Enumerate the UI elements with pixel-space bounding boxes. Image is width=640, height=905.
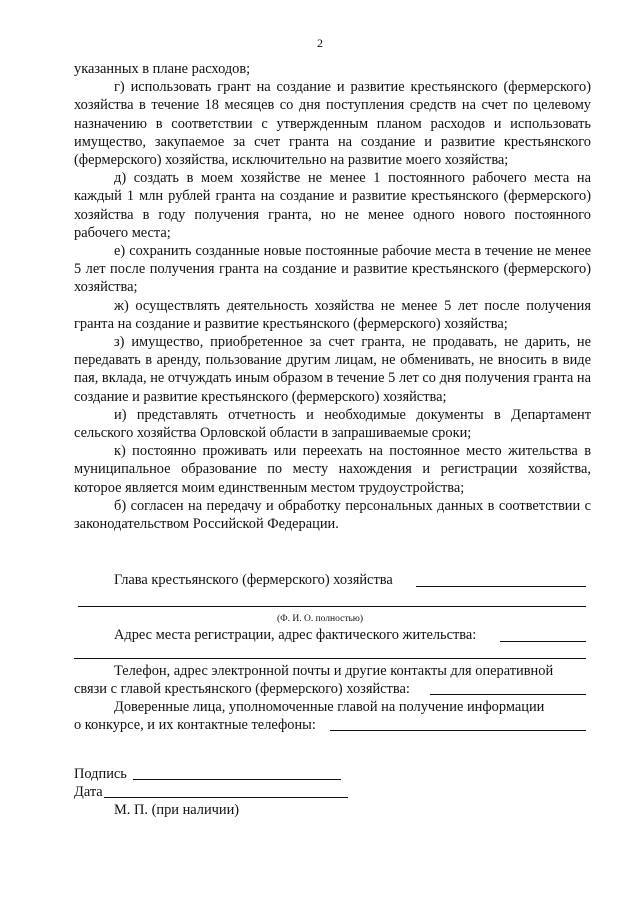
signature-label: Подпись [74,766,127,782]
trusted-label-2: о конкурсе, и их контактные телефоны: [74,717,316,733]
paragraph-i: и) представлять отчетность и необходимые документы в Департамент сельского хозяйства Орловской области в запрашиваемые сроки; [74,406,591,442]
paragraph-z: з) имущество, приобретенное за счет гранта, не продавать, не дарить, не передавать в аренду, пользование другим лицам, не обменивать, не вносить в виде пая, вклада, не отчуждать иным образом в течение 5 лет со дня получения гранта на создание и развитие крестьянского (фермерского) хозяйства; [74,334,591,405]
phone-label-1: Телефон, адрес электронной почты и другие контакты для оперативной [114,663,554,679]
head-label: Глава крестьянского (фермерского) хозяйства [114,572,393,588]
paragraph-d: д) создать в моем хозяйстве не менее 1 постоянного рабочего места на каждый 1 млн рублей гранта на создание и развитие крестьянского (фермерского) хозяйства в году получения гранта, но не менее одного нового постоянного рабочего места; [74,170,591,241]
paragraph-e: е) сохранить созданные новые постоянные рабочие места в течение не менее 5 лет после получения гранта на создание и развитие крестьянского (фермерского) хозяйства; [74,243,591,296]
date-field[interactable] [104,797,348,798]
signature-field[interactable] [133,779,341,780]
paragraph-g: г) использовать грант на создание и развитие крестьянского (фермерского) хозяйства в течение 18 месяцев со дня поступления средств на счет по целевому назначению в соответствии с утвержденным планом расходов и использовать имущество, закупаемое за счет гранта на создание и развитие крестьянского (фермерского) хозяйства, исключительно на развитие моего хозяйства; [74,79,591,169]
fio-field[interactable] [78,606,586,607]
paragraph-k: к) постоянно проживать или переехать на постоянное место жительства в муниципальное образование по месту нахождения и регистрации хозяйства, которое является моим единственным местом трудоустройства; [74,443,591,496]
trusted-field[interactable] [330,730,586,731]
fio-caption: (Ф. И. О. полностью) [276,614,364,624]
address-field-1[interactable] [500,641,586,642]
address-label: Адрес места регистрации, адрес фактического жительства: [114,627,477,643]
paragraph-zh: ж) осуществлять деятельность хозяйства не менее 5 лет после получения гранта на создание и развитие крестьянского (фермерского) хозяйства; [74,297,591,332]
phone-field[interactable] [430,694,586,695]
stamp-label: М. П. (при наличии) [114,802,240,818]
document-body [74,60,591,533]
address-field-2[interactable] [74,658,586,659]
phone-label-2: связи с главой крестьянского (фермерского) хозяйства: [74,681,410,697]
head-signature-field[interactable] [416,586,586,587]
trusted-label-1: Доверенные лица, уполномоченные главой на получение информации [114,699,545,715]
paragraph-b: б) согласен на передачу и обработку персональных данных в соответствии с законодательством Российской Федерации. [74,497,591,533]
paragraph-intro: указанных в плане расходов; [74,61,251,77]
page-number: 2 [317,36,323,50]
date-label: Дата [74,784,103,800]
